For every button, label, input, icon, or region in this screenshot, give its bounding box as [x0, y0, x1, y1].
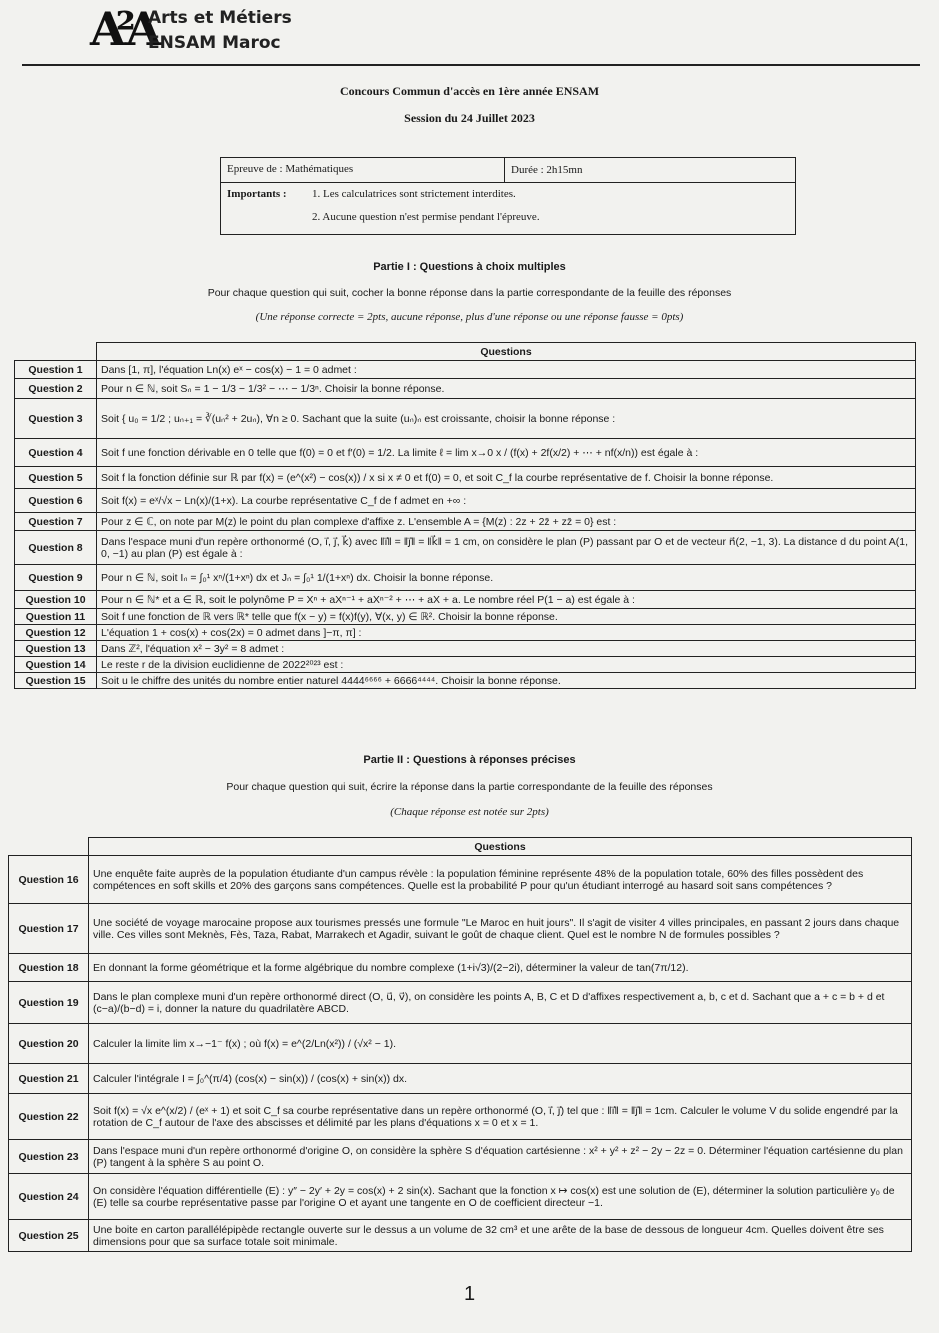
question-row	[15, 591, 916, 609]
question-number: Question 21	[9, 1064, 89, 1094]
question-text: Une boite en carton parallélépipède rectangle ouverte sur le dessus a un volume de 32 cm³ et une arête de la base de dessous de longueur 4cm. Quelles doivent être ses dimensions pour que sa surface totale soit minimale.	[89, 1220, 912, 1252]
question-text: Calculer l'intégrale I = ∫₀^(π/4) (cos(x) − sin(x)) / (cos(x) + sin(x)) dx.	[89, 1064, 912, 1094]
question-text: Soit f une fonction de ℝ vers ℝ* telle que f(x − y) = f(x)f(y), ∀(x, y) ∈ ℝ². Choisir la bonne réponse.	[97, 609, 916, 625]
part2-table-header: Questions	[89, 838, 912, 856]
question-number: Question 17	[9, 904, 89, 954]
part1-scoring: (Une réponse correcte = 2pts, aucune réponse, plus d'une réponse ou une réponse fausse = 0pts)	[255, 311, 684, 323]
question-row	[9, 1140, 912, 1174]
part1-title: Partie I : Questions à choix multiples	[373, 261, 566, 273]
question-row	[15, 673, 916, 689]
question-text: Pour n ∈ ℕ, soit Sₙ = 1 − 1/3 − 1/3² − ⋯ − 1/3ⁿ. Choisir la bonne réponse.	[97, 379, 916, 399]
part1-table-header: Questions	[97, 343, 916, 361]
rule-1: 1. Les calculatrices sont strictement interdites.	[312, 188, 516, 200]
question-number: Question 12	[15, 625, 97, 641]
question-number: Question 2	[15, 379, 97, 399]
question-text: Soit { u₀ = 1/2 ; uₙ₊₁ = ∛(uₙ² + 2uₙ), ∀n ≥ 0. Sachant que la suite (uₙ)ₙ est croissante, choisir la bonne réponse :	[97, 399, 916, 439]
question-row	[15, 531, 916, 565]
question-number: Question 18	[9, 954, 89, 982]
question-row	[9, 1064, 912, 1094]
logo-text-line1: Arts et Métiers	[148, 8, 292, 28]
question-text: Une enquête faite auprès de la population étudiante d'un campus révèle : la population féminine représente 48% de la population totale, 60% des filles possèdent des compétences en soft skills et 20% des garçons sans compétences. Quelle est la probabilité P pour qu'un étudiant interrogé au hasard soit sans compétences ?	[89, 856, 912, 904]
question-row	[15, 513, 916, 531]
question-number: Question 3	[15, 399, 97, 439]
question-row	[9, 1024, 912, 1064]
question-row	[9, 1220, 912, 1252]
part1-instruction: Pour chaque question qui suit, cocher la bonne réponse dans la partie correspondante de la feuille des réponses	[207, 287, 732, 299]
part1-questions-table	[14, 342, 916, 689]
question-number: Question 20	[9, 1024, 89, 1064]
exam-session: Session du 24 Juillet 2023	[404, 111, 535, 125]
question-number: Question 9	[15, 565, 97, 591]
question-number: Question 7	[15, 513, 97, 531]
question-number: Question 1	[15, 361, 97, 379]
epreuve-label: Epreuve de : Mathématiques	[227, 163, 354, 175]
question-number: Question 6	[15, 489, 97, 513]
question-row	[15, 625, 916, 641]
logo-text-line2: ENSAM Maroc	[148, 33, 281, 53]
page-number: 1	[463, 1283, 476, 1305]
question-row	[15, 399, 916, 439]
part2-scoring: (Chaque réponse est notée sur 2pts)	[390, 806, 549, 818]
part2-title: Partie II : Questions à réponses précises	[363, 754, 576, 766]
question-text: On considère l'équation différentielle (E) : y″ − 2y′ + 2y = cos(x) + 2 sin(x). Sachant que la fonction x ↦ cos(x) est une solution de (E), déterminer la solution particulière y₀ de (E) telle sa courbe représentative passe par l'origine O et ayant une tangente en O de coefficient directeur −1.	[89, 1174, 912, 1220]
question-row	[9, 1094, 912, 1140]
question-row	[15, 361, 916, 379]
question-row	[15, 565, 916, 591]
question-number: Question 14	[15, 657, 97, 673]
question-row	[15, 657, 916, 673]
duree-label: Durée : 2h15mn	[504, 158, 791, 182]
question-number: Question 10	[15, 591, 97, 609]
question-row	[9, 856, 912, 904]
question-row	[9, 904, 912, 954]
question-row	[15, 379, 916, 399]
question-text: Soit f la fonction définie sur ℝ par f(x) = (e^(x²) − cos(x)) / x si x ≠ 0 et f(0) = 0, et soit C_f la courbe représentative de f. Choisir la bonne réponse.	[97, 467, 916, 489]
rule-2: 2. Aucune question n'est permise pendant l'épreuve.	[312, 211, 540, 223]
question-row	[15, 641, 916, 657]
header-rule	[22, 64, 920, 66]
question-text: Pour z ∈ ℂ, on note par M(z) le point du plan complexe d'affixe z. L'ensemble A = {M(z) : 2z + 2z̄ + zz̄ = 0} est :	[97, 513, 916, 531]
question-text: Soit u le chiffre des unités du nombre entier naturel 4444⁶⁶⁶⁶ + 6666⁴⁴⁴⁴. Choisir la bonne réponse.	[97, 673, 916, 689]
question-text: Dans l'espace muni d'un repère orthonormé d'origine O, on considère la sphère S d'équation cartésienne : x² + y² + z² − 2y − 2z = 0. Déterminer l'équation cartésienne du plan (P) tangent à la sphère S au point O.	[89, 1140, 912, 1174]
question-row	[9, 982, 912, 1024]
question-text: Pour n ∈ ℕ* et a ∈ ℝ, soit le polynôme P = Xⁿ + aXⁿ⁻¹ + aXⁿ⁻² + ⋯ + aX + a. Le nombre réel P(1 − a) est égale à :	[97, 591, 916, 609]
question-number: Question 25	[9, 1220, 89, 1252]
ensam-logo: A²A	[90, 2, 152, 56]
question-number: Question 16	[9, 856, 89, 904]
question-text: Soit f(x) = √x e^(x/2) / (eˣ + 1) et soit C_f sa courbe représentative dans un repère orthonormé (O, i⃗, j⃗) tel que : ‖i⃗‖ = ‖j⃗‖ = 1cm. Calculer le volume V du solide engendré par la rotation de C_f autour de l'axe des abscisses et délimité par les plans d'équations x = 0 et x = 1.	[89, 1094, 912, 1140]
question-text: Soit f(x) = eˣ/√x − Ln(x)/(1+x). La courbe représentative C_f de f admet en +∞ :	[97, 489, 916, 513]
question-text: Soit f une fonction dérivable en 0 telle que f(0) = 0 et f′(0) = 1/2. La limite ℓ = lim x→0 x / (f(x) + 2f(x/2) + ⋯ + nf(x/n)) est égale à :	[97, 439, 916, 467]
question-number: Question 24	[9, 1174, 89, 1220]
exam-info-box	[220, 157, 796, 235]
importants-label: Importants :	[227, 188, 287, 200]
question-row	[15, 489, 916, 513]
question-number: Question 19	[9, 982, 89, 1024]
part2-instruction: Pour chaque question qui suit, écrire la réponse dans la partie correspondante de la feuille des réponses	[226, 781, 713, 793]
question-number: Question 15	[15, 673, 97, 689]
question-number: Question 8	[15, 531, 97, 565]
question-number: Question 13	[15, 641, 97, 657]
question-number: Question 11	[15, 609, 97, 625]
question-number: Question 5	[15, 467, 97, 489]
question-number: Question 4	[15, 439, 97, 467]
question-text: Calculer la limite lim x→−1⁻ f(x) ; où f(x) = e^(2/Ln(x²)) / (√x² − 1).	[89, 1024, 912, 1064]
question-row	[9, 1174, 912, 1220]
question-number: Question 22	[9, 1094, 89, 1140]
question-text: Dans ℤ², l'équation x² − 3y² = 8 admet :	[97, 641, 916, 657]
question-row	[15, 439, 916, 467]
question-row	[9, 954, 912, 982]
question-row	[15, 609, 916, 625]
question-text: Le reste r de la division euclidienne de 2022²⁰²³ est :	[97, 657, 916, 673]
exam-title: Concours Commun d'accès en 1ère année ENSAM	[339, 84, 600, 98]
part2-questions-table	[8, 837, 912, 1252]
question-text: Dans l'espace muni d'un repère orthonormé (O, i⃗, j⃗, k⃗) avec ‖i⃗‖ = ‖j⃗‖ = ‖k⃗‖ = 1 cm, on considère le plan (P) passant par O et de vecteur n⃗(2, −1, 3). La distance d du point A(1, 0, −1) au plan (P) est égale à :	[97, 531, 916, 565]
question-row	[15, 467, 916, 489]
question-text: Dans [1, π], l'équation Ln(x) eˣ − cos(x) − 1 = 0 admet :	[97, 361, 916, 379]
question-text: Pour n ∈ ℕ, soit Iₙ = ∫₀¹ xⁿ/(1+xⁿ) dx et Jₙ = ∫₀¹ 1/(1+xⁿ) dx. Choisir la bonne réponse.	[97, 565, 916, 591]
question-text: En donnant la forme géométrique et la forme algébrique du nombre complexe (1+i√3)/(2−2i), déterminer la valeur de tan(7π/12).	[89, 954, 912, 982]
question-text: L'équation 1 + cos(x) + cos(2x) = 0 admet dans ]−π, π] :	[97, 625, 916, 641]
question-text: Une société de voyage marocaine propose aux tourismes pressés une formule "Le Maroc en huit jours". Il s'agit de visiter 4 villes principales, en passant 2 jours dans chaque ville. Ces villes sont Meknès, Fès, Taza, Rabat, Marrakech et Agadir, suivant le goût de chaque client. Quel est le nombre N de formules possibles ?	[89, 904, 912, 954]
question-text: Dans le plan complexe muni d'un repère orthonormé direct (O, u⃗, v⃗), on considère les points A, B, C et D d'affixes respectivement a, b, c et d. Sachant que a + c = b + d et (c−a)/(b−d) = i, donner la nature du quadrilatère ABCD.	[89, 982, 912, 1024]
question-number: Question 23	[9, 1140, 89, 1174]
